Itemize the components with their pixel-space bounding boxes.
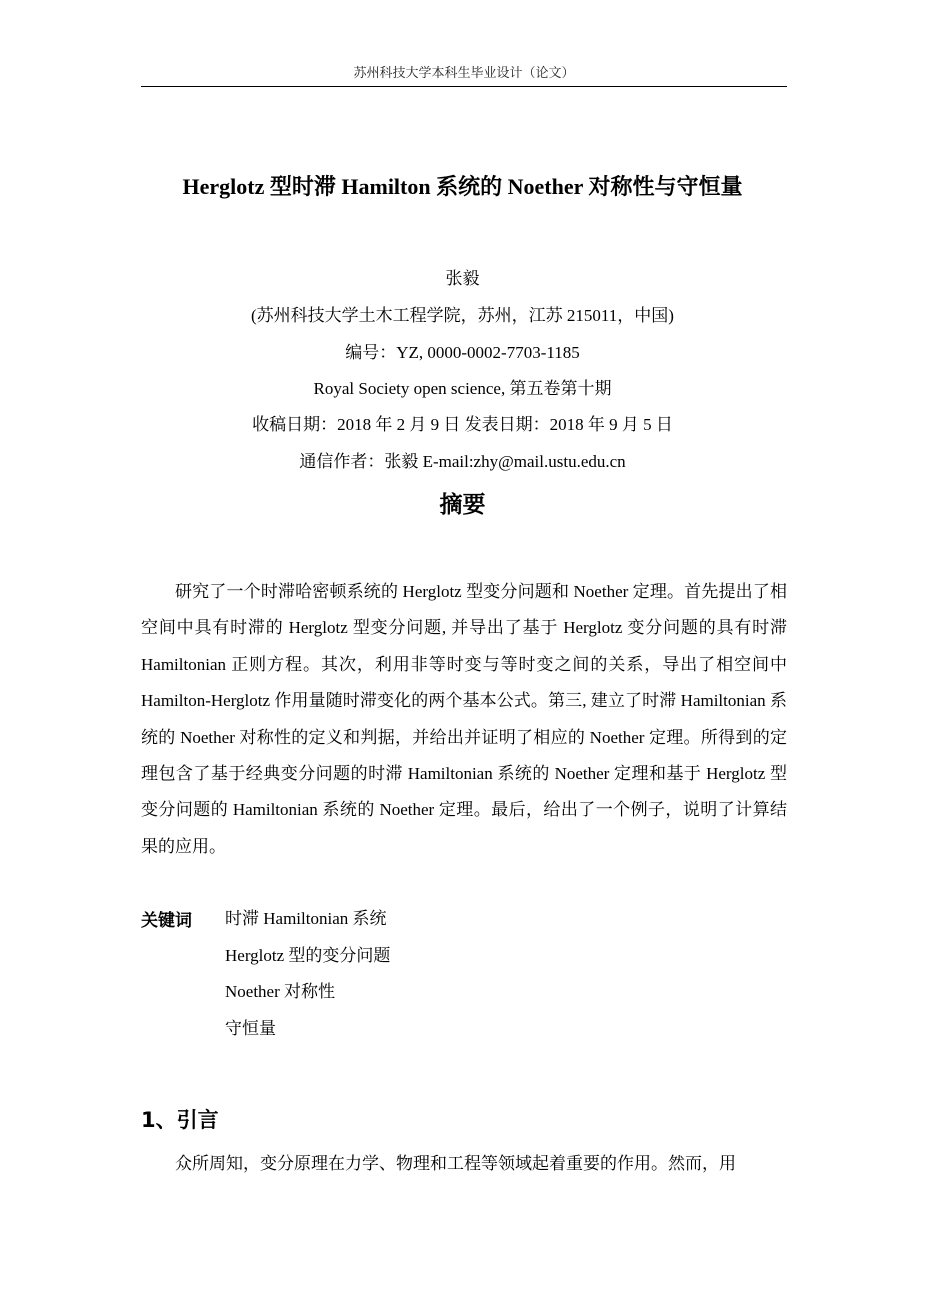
author-id: 编号：YZ, 0000-0002-7703-1185	[345, 343, 580, 362]
intro-paragraph: 众所周知，变分原理在力学、物理和工程等领域起着重要的作用。然而，用	[175, 1154, 736, 1173]
keyword-item: Herglotz 型的变分问题	[225, 945, 391, 965]
header-rule	[141, 86, 787, 87]
keyword-item: 时滞 Hamiltonian 系统	[225, 909, 387, 928]
author-name: 张毅	[445, 269, 480, 288]
dates-line: 收稿日期：2018 年 2 月 9 日 发表日期：2018 年 9 月 5 日	[252, 415, 673, 434]
keyword-item: Noether 对称性	[225, 982, 336, 1001]
paper-title: Herglotz 型时滞 Hamilton 系统的 Noether 对称性与守恒量	[182, 174, 743, 199]
affiliation: (苏州科技大学土木工程学院，苏州，江苏 215011，中国)	[251, 306, 674, 325]
abstract-heading: 摘要	[439, 492, 486, 518]
keywords-list	[225, 901, 390, 1047]
keyword-item: 守恒量	[225, 1018, 276, 1038]
correspondence-line: 通信作者：张毅 E-mail:zhy@mail.ustu.edu.cn	[299, 452, 626, 471]
keywords-label: 关键词	[141, 911, 192, 931]
section-heading-intro: 1、引言	[141, 1108, 219, 1132]
journal-info: Royal Society open science, 第五卷第十期	[313, 379, 612, 398]
running-header: 苏州科技大学本科生毕业设计（论文）	[353, 66, 575, 81]
abstract-text: 研究了一个时滞哈密顿系统的 Herglotz 型变分问题和 Noether 定理。首先提出了相空间中具有时滞的 Herglotz 型变分问题, 并导出了基于 Herglotz 变分问题的具有时滞 Hamiltonian 正则方程。其次，利用非等时变与等时变之间的关系，导出了相空间中 Hamilton-Herglotz 作用量随时滞变化的两个基本公式。第三, 建立了时滞 Hamiltonian 系统的 Noether 对称性的定义和判据，并给出并证明了相应的 Noether 定理。所得到的定理包含了基于经典变分问题的时滞 Hamiltonian 系统的 Noether 定理和基于 Herglotz 型变分问题的 Hamiltonian 系统的 Noether 定理。最后，给出了一个例子，说明了计算结果的应用。	[141, 582, 787, 856]
